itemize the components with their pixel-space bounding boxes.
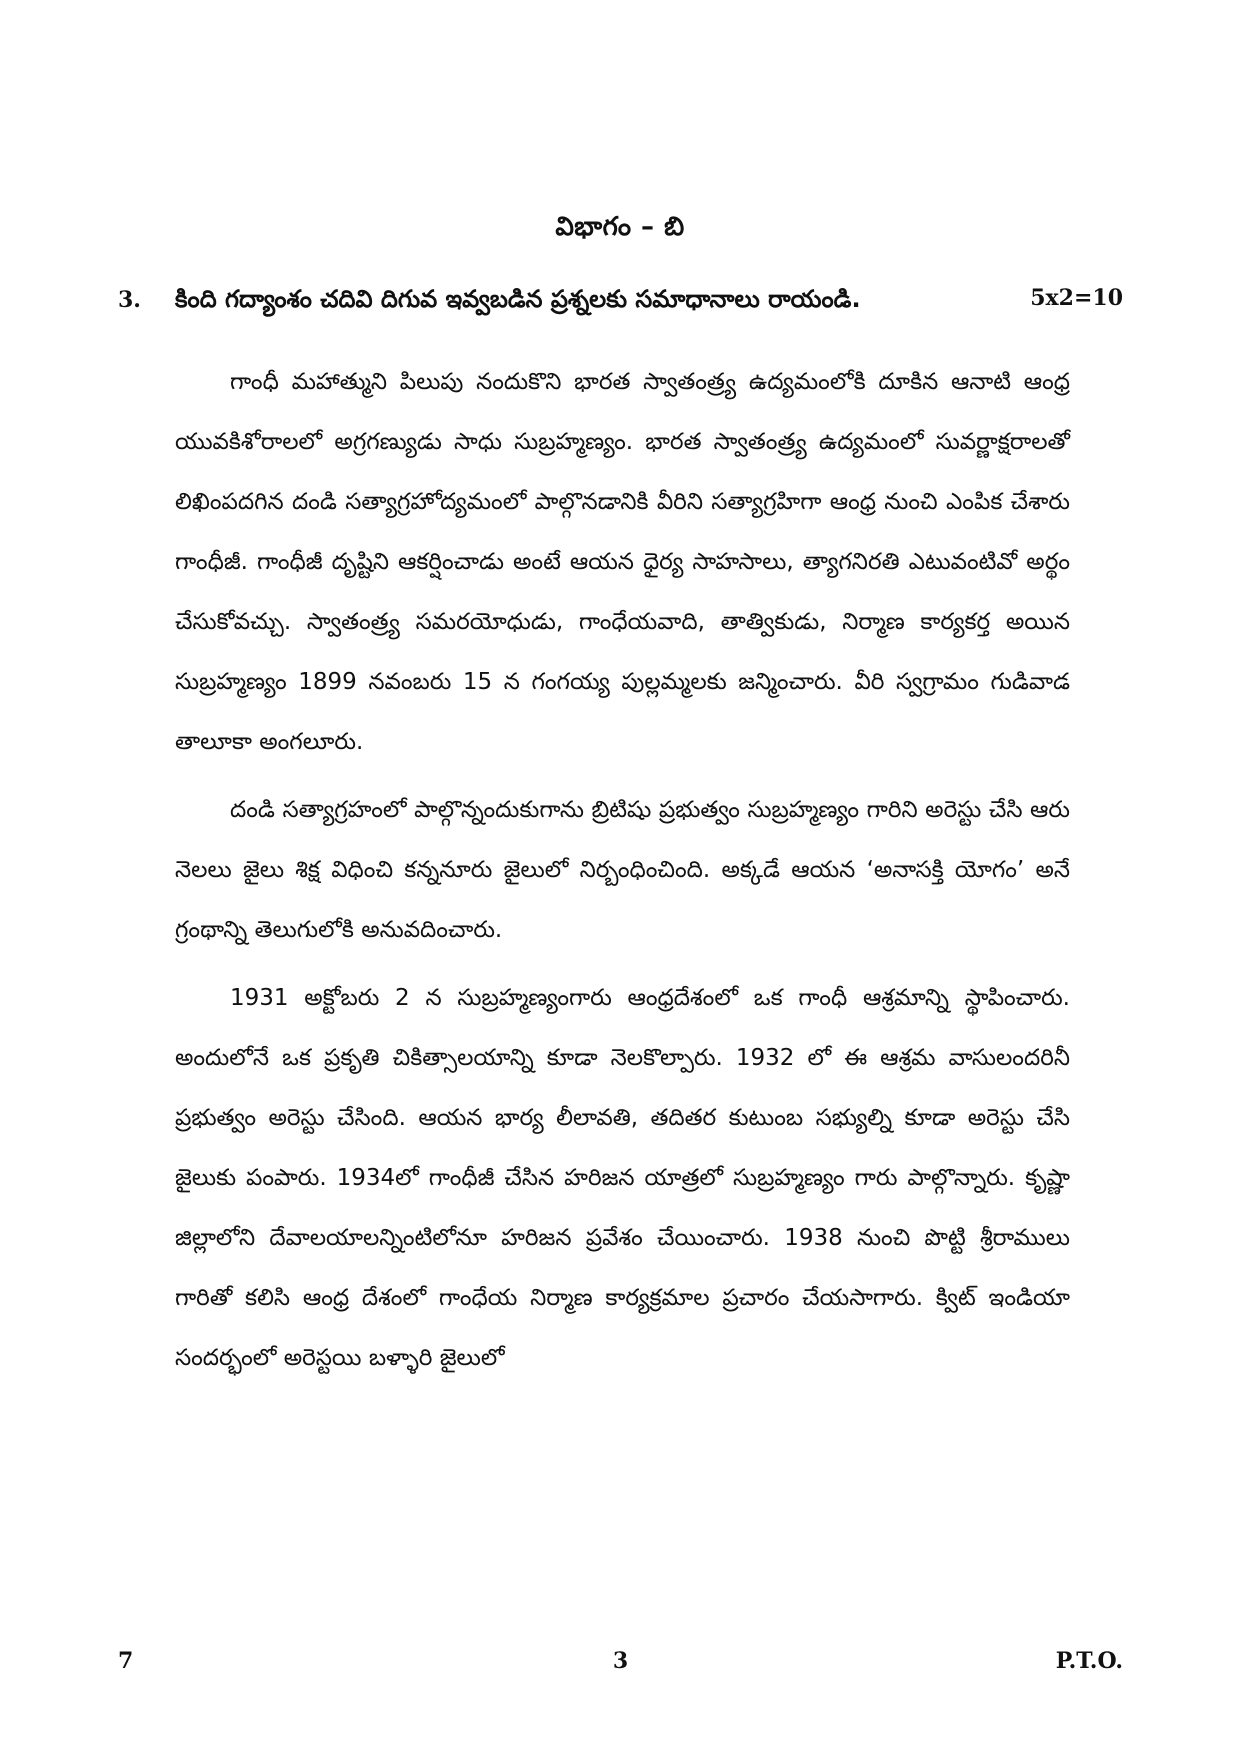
question-instruction: కింది గద్యాంశం చదివి దిగువ ఇవ్వబడిన ప్రశ్నలకు సమాధానాలు రాయండి.: [175, 285, 861, 313]
footer-code: 7: [118, 1648, 134, 1674]
passage-paragraph-2: దండి సత్యాగ్రహంలో పాల్గొన్నందుకుగాను బ్రిటిషు ప్రభుత్వం సుబ్రహ్మణ్యం గారిని అరెస్టు చేసి ఆరు నెలలు జైలు శిక్ష విధించి కన్ననూరు జైలులో నిర్బంధించింది. అక్కడే ఆయన ‘అనాసక్తి యోగం’ అనే గ్రంథాన్ని తెలుగులోకి అనువదించారు.: [175, 797, 1070, 943]
page-number: 3: [612, 1648, 629, 1674]
please-turn-over: P.T.O.: [1055, 1648, 1123, 1674]
passage-paragraph-1: గాంధీ మహాత్ముని పిలుపు నందుకొని భారత స్వాతంత్ర్య ఉద్యమంలోకి దూకిన ఆనాటి ఆంధ్ర యువకిశోరాలలో అగ్రగణ్యుడు సాధు సుబ్రహ్మణ్యం. భారత స్వాతంత్ర్య ఉద్యమంలో సువర్ణాక్షరాలతో లిఖింపదగిన దండి సత్యాగ్రహోద్యమంలో పాల్గొనడానికి వీరిని సత్యాగ్రహిగా ఆంధ్ర నుంచి ఎంపిక చేశారు గాంధీజీ. గాంధీజీ దృష్టిని ఆకర్షించాడు అంటే ఆయన ధైర్య సాహసాలు, త్యాగనిరతి ఎటువంటివో అర్థం చేసుకోవచ్చు. స్వాతంత్ర్య సమరయోధుడు, గాంధేయవాది, తాత్వికుడు, నిర్మాణ కార్యకర్త అయిన సుబ్రహ్మణ్యం 1899 నవంబరు 15 న గంగయ్య పుల్లమ్మలకు జన్మించారు. వీరి స్వగ్రామం గుడివాడ తాలూకా అంగలూరు.: [175, 369, 1070, 755]
question-marks: 5x2=10: [1030, 285, 1123, 311]
reading-passage: [175, 352, 1070, 1396]
section-title: విభాగం – బి: [555, 212, 685, 242]
passage-paragraph-3: 1931 అక్టోబరు 2 న సుబ్రహ్మణ్యంగారు ఆంధ్రదేశంలో ఒక గాంధీ ఆశ్రమాన్ని స్థాపించారు. అందులోనే ఒక ప్రకృతి చికిత్సాలయాన్ని కూడా నెలకొల్పారు. 1932 లో ఈ ఆశ్రమ వాసులందరినీ ప్రభుత్వం అరెస్టు చేసింది. ఆయన భార్య లీలావతి, తదితర కుటుంబ సభ్యుల్ని కూడా అరెస్టు చేసి జైలుకు పంపారు. 1934లో గాంధీజీ చేసిన హరిజన యాత్రలో సుబ్రహ్మణ్యం గారు పాల్గొన్నారు. కృష్ణా జిల్లాలోని దేవాలయాలన్నింటిలోనూ హరిజన ప్రవేశం చేయించారు. 1938 నుంచి పొట్టి శ్రీరాములు గారితో కలిసి ఆంధ్ర దేశంలో గాంధేయ నిర్మాణ కార్యక్రమాల ప్రచారం చేయసాగారు. క్విట్ ఇండియా సందర్భంలో అరెస్టయి బళ్ళారి జైలులో: [175, 985, 1070, 1371]
question-header: [118, 285, 1123, 325]
question-number: 3.: [118, 287, 141, 313]
page-footer: [118, 1648, 1123, 1684]
